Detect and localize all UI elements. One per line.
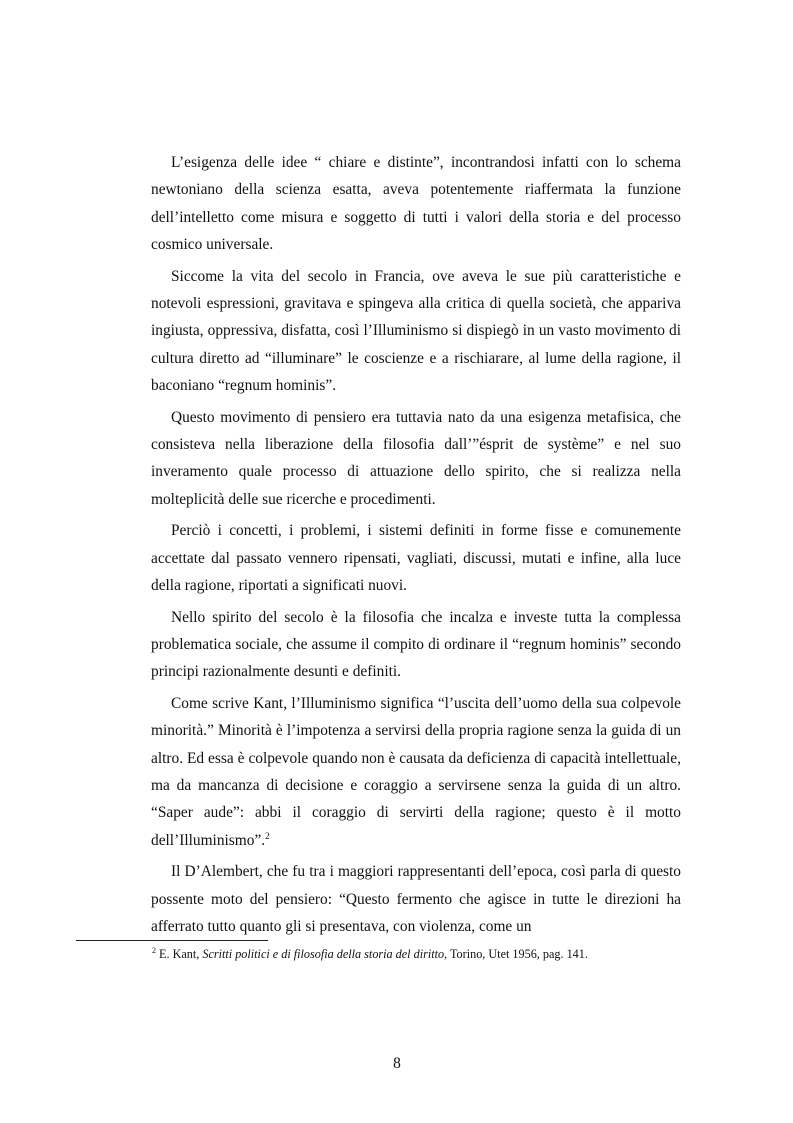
footnote-number: 2	[152, 946, 156, 955]
footnote-publication: Torino, Utet 1956, pag. 141.	[449, 947, 588, 961]
footnote-author: E. Kant,	[159, 947, 200, 961]
paragraph-5: Nello spirito del secolo è la filosofia che incalza e investe tutta la complessa problematica sociale, che assume il compito di ordinare il “regnum hominis” secondo principi razionalmente desunti e definiti.	[151, 608, 681, 681]
paragraph-6	[151, 690, 681, 854]
footnote-reference[interactable]: 2	[265, 830, 270, 841]
page-number: 8	[393, 1055, 401, 1072]
footnote-title: Scritti politici e di filosofia della storia del diritto,	[202, 947, 448, 961]
paragraph-3: Questo movimento di pensiero era tuttavia nato da una esigenza metafisica, che consisteva nella liberazione della filosofia dall’”ésprit de système” e nel suo inveramento quale processo di attuazione dello spirito, che si realizza nella molteplicità delle sue ricerche e procedimenti.	[151, 408, 681, 508]
footnote-separator	[76, 940, 268, 941]
paragraph-4: Perciò i concetti, i problemi, i sistemi definiti in forme fisse e comunemente accettate dal passato vennero ripensati, vagliati, discussi, mutati e infine, alla luce della ragione, riportati a significati nuovi.	[151, 522, 681, 594]
paragraph-2: Siccome la vita del secolo in Francia, ove aveva le sue più caratteristiche e notevoli espressioni, gravitava e spingeva alla critica di quella società, che appariva ingiusta, oppressiva, disfatta, così l’Illuminismo si dispiegò in un vasto movimento di cultura diretto ad “illuminare” le coscienze e a rischiarare, al lume della ragione, il baconiano “regnum hominis”.	[151, 267, 681, 394]
paragraph-1: L’esigenza delle idee “ chiare e distinte”, incontrandosi infatti con lo schema newtoniano della scienza esatta, aveva potentemente riaffermata la funzione dell’intelletto come misura e soggetto di tutti i valori della storia e del processo cosmico universale.	[151, 154, 681, 253]
paragraph-7: Il D’Alembert, che fu tra i maggiori rappresentanti dell’epoca, così parla di questo possente moto del pensiero: “Questo fermento che agisce in tutte le direzioni ha afferrato tutto quanto gli si presentava, con violenza, come un	[151, 863, 681, 936]
body-text	[151, 149, 681, 945]
footnote	[152, 946, 712, 962]
paragraph-6-text: Come scrive Kant, l’Illuminismo significa “l’uscita dell’uomo della sua colpevole minorità.” Minorità è l’impotenza a servirsi della propria ragione senza la guida di un altro. Ed essa è colpevole quando non è causata da deficienza di capacità intellettuale, ma da mancanza di decisione e coraggio a servirsene senza la guida di un altro. “Saper aude”: abbi il coraggio di servirti della ragione; questo è il motto dell’Illuminismo”.	[151, 695, 681, 849]
